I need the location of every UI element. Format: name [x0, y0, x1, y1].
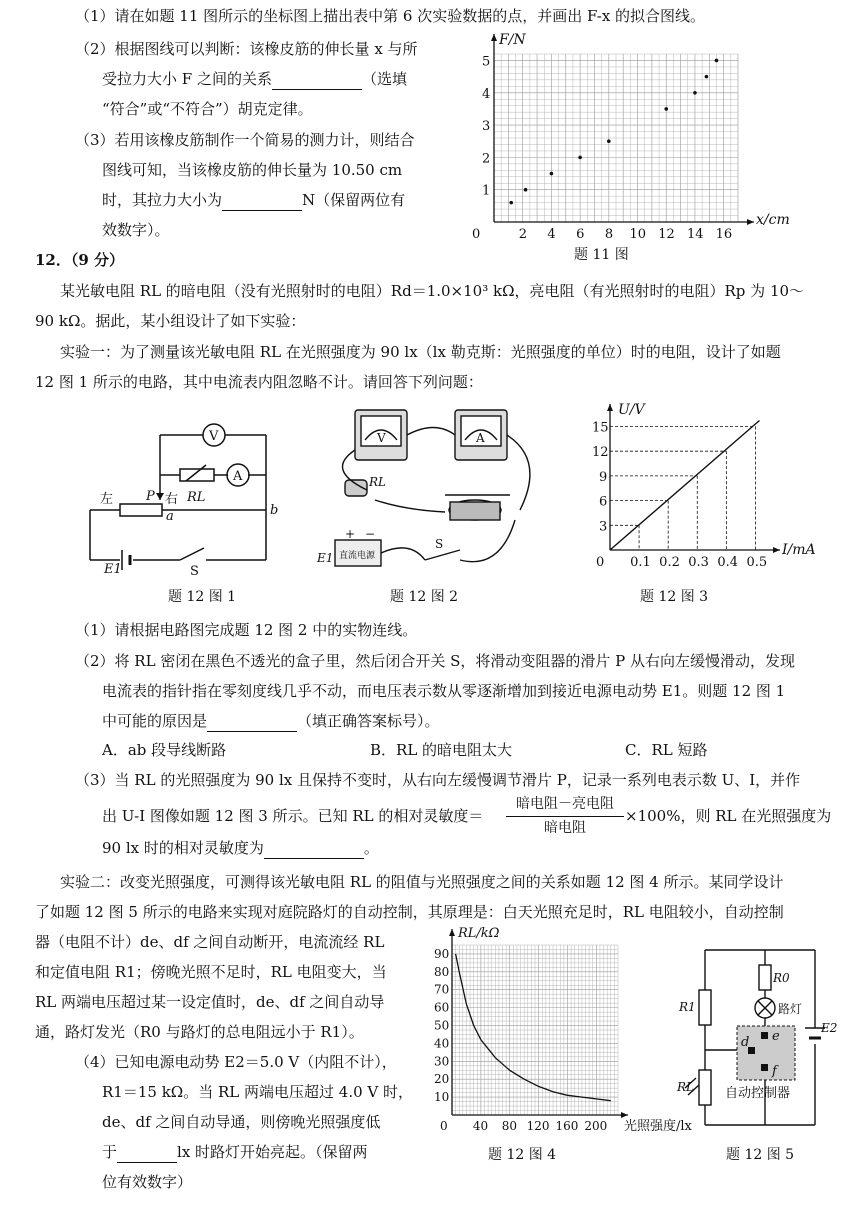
q12-exp2-line3: 器（电阻不计）de、df 之间自动断开，电流流经 RL — [35, 933, 385, 951]
x-tick-label: 80 — [501, 1119, 518, 1133]
y-tick-label: 5 — [482, 54, 491, 70]
data-point — [664, 107, 668, 111]
figure-11-chart — [472, 30, 790, 242]
y-tick-label: 12 — [592, 445, 609, 461]
figure-12-1-caption: 题 12 图 1 — [168, 589, 237, 605]
data-point — [578, 156, 582, 160]
q12-part4-line4: 于 lx 时路灯开始亮起。（保留两 — [102, 1143, 368, 1161]
option-b: B．RL 的暗电阻太大 — [370, 741, 513, 759]
q12-exp1-line2: 12 图 1 所示的电路，其中电流表内阻忽略不计。请回答下列问题： — [35, 373, 483, 391]
x-axis-arrow — [773, 547, 780, 553]
q12-part1: （1）请根据电路图完成题 12 图 2 中的实物连线。 — [75, 621, 418, 639]
q12-part3-line1: （3）当 RL 的光照强度为 90 lx 且保持不变时，从右向左缓慢调节滑片 P，记录一系列电表示数 U、I，并作 — [75, 771, 801, 789]
figure-12-3-chart — [590, 400, 816, 575]
q12-part4-line2: R1＝15 kΩ。当 RL 两端电压超过 4.0 V 时， — [102, 1083, 414, 1101]
y-tick-label: 70 — [434, 982, 450, 997]
x-tick-label: 40 — [472, 1119, 489, 1133]
fraction-numerator: 暗电阻－亮电阻 — [516, 796, 614, 812]
data-point — [524, 188, 528, 192]
ammeter-label: A — [233, 469, 243, 484]
q12-exp2-line5: RL 两端电压超过某一设定值时，de、df 之间自动导 — [35, 993, 385, 1011]
y-tick-label: 4 — [482, 86, 491, 102]
q12-exp2-line1: 实验二：改变光照强度，可测得该光敏电阻 RL 的阻值与光照强度之间的关系如题 12 图 4 所示。某同学设计 — [60, 873, 784, 891]
q11-part3-line4: 效数字）。 — [102, 221, 170, 239]
x-tick-label: 12 — [658, 227, 675, 242]
answer-blank[interactable] — [207, 711, 297, 732]
fraction-bar — [506, 816, 624, 817]
x-axis-label: 光照强度/lx — [624, 1119, 692, 1134]
voltmeter-label: V — [209, 429, 219, 444]
y-tick-label: 80 — [434, 964, 450, 979]
data-point — [715, 59, 719, 63]
figure-12-5-circuit — [675, 940, 845, 1140]
q12-part4-line1: （4）已知电源电动势 E2＝5.0 V（内阻不计）， — [75, 1053, 397, 1071]
controller-label: 自动控制器 — [725, 1086, 791, 1101]
q11-part1: （1）请在如题 11 图所示的坐标图上描出表中第 6 次实验数据的点，并画出 F-x 的拟合图线。 — [75, 7, 706, 25]
q12-part3-line2a: 出 U-I 图像如题 12 图 3 所示。已知 RL 的相对灵敏度＝ — [102, 807, 484, 825]
q11-part2-line3: “符合”或“不符合”）胡克定律。 — [102, 100, 313, 118]
figure-12-1-circuit — [80, 415, 290, 579]
u-i-line — [610, 420, 759, 550]
s-label: S — [435, 537, 444, 551]
x-tick-label: 8 — [604, 227, 614, 242]
lamp-label: 路灯 — [778, 1002, 803, 1016]
q12-part3-line2b: ×100%，则 RL 在光照强度为 — [625, 807, 832, 825]
y-axis-arrow — [449, 929, 455, 936]
y-tick-label: 10 — [434, 1090, 450, 1105]
right-label: 右 — [165, 492, 179, 507]
rl-label: RL — [187, 490, 206, 505]
y-tick-label: 50 — [434, 1018, 450, 1033]
q12-exp2-line6: 通，路灯发光（R0 与路灯的总电阻远小于 R1）。 — [35, 1023, 364, 1041]
q12-part3-line3: 90 lx 时的相对灵敏度为 。 — [102, 839, 379, 857]
d-label: d — [741, 1035, 750, 1050]
minus-label: − — [365, 527, 376, 541]
y-tick-label: 60 — [434, 1000, 450, 1015]
q12-exp2-line2: 了如题 12 图 5 所示的电路来实现对庭院路灯的自动控制，其原理是：白天光照充足时，RL 电阻较小，自动控制 — [35, 903, 784, 921]
q12-exp1-line1: 实验一：为了测量该光敏电阻 RL 在光照强度为 90 lx（lx 勒克斯：光照强度的单位）时的电阻，设计了如题 — [60, 343, 781, 361]
y-axis-label: RL/kΩ — [458, 926, 500, 941]
y-tick-label: 1 — [482, 183, 491, 199]
e2-label: E2 — [821, 1021, 838, 1035]
e-label: e — [772, 1029, 780, 1044]
y-axis-label: U/V — [618, 402, 645, 418]
q12-part4-line3: de、df 之间自动导通，则傍晚光照强度低 — [102, 1113, 381, 1131]
q12-part2-line3: 中可能的原因是 （填正确答案标号）。 — [102, 712, 440, 730]
option-a: A．ab 段导线断路 — [102, 741, 227, 759]
figure-12-3-caption: 题 12 图 3 — [640, 589, 709, 605]
q12-exp2-line4: 和定值电阻 R1；傍晚光照不足时，RL 电阻变大，当 — [35, 963, 387, 981]
q12-heading: 12．（9 分） — [35, 251, 125, 269]
y-tick-label: 20 — [434, 1072, 450, 1087]
s-label: S — [190, 564, 199, 579]
x-tick-label: 0.1 — [630, 555, 651, 570]
y-tick-label: 30 — [434, 1054, 450, 1069]
q11-part3-line1: （3）若用该橡皮筋制作一个简易的测力计，则结合 — [75, 131, 415, 149]
figure-11-caption: 题 11 图 — [574, 247, 629, 263]
b-label: b — [270, 503, 279, 518]
q11-part2-line2: 受拉力大小 F 之间的关系 （选填 — [102, 70, 407, 88]
supply-label: 直流电源 — [339, 551, 376, 561]
x-tick-label: 4 — [547, 227, 556, 242]
x-tick-label: 0.4 — [717, 555, 739, 570]
y-tick-label: 2 — [482, 151, 491, 167]
rl-label: RL — [369, 475, 387, 489]
x-tick-label: 2 — [518, 227, 527, 242]
left-label: 左 — [100, 492, 114, 507]
x-tick-label: 0.2 — [659, 555, 680, 570]
y-tick-label: 6 — [599, 494, 608, 510]
figure-12-4-caption: 题 12 图 4 — [488, 1147, 557, 1163]
x-tick-label: 6 — [576, 227, 585, 242]
x-tick-label: 0.5 — [746, 555, 768, 570]
plus-label: + — [345, 527, 356, 541]
figure-12-2-apparatus — [315, 400, 545, 580]
x-axis-arrow — [621, 1112, 628, 1118]
y-tick-label: 15 — [592, 420, 609, 436]
voltmeter-label: V — [377, 431, 386, 445]
y-axis-label: F/N — [499, 32, 526, 48]
y-axis-arrow — [607, 404, 613, 411]
q11-part2-line1: （2）根据图线可以判断：该橡皮筋的伸长量 x 与所 — [75, 40, 418, 58]
x-tick-label: 120 — [526, 1119, 550, 1133]
x-tick-label: 14 — [686, 227, 704, 242]
q11-part3-line3: 时，其拉力大小为 N（保留两位有 — [102, 191, 406, 209]
q12-part2-line2: 电流表的指针指在零刻度线几乎不动，而电压表示数从零逐渐增加到接近电源电动势 E1。则题 12 图 1 — [102, 682, 786, 700]
figure-12-2-caption: 题 12 图 2 — [390, 589, 459, 605]
r0-label: R0 — [773, 971, 790, 985]
data-point — [705, 75, 709, 79]
p-label: P — [146, 489, 155, 504]
data-point — [509, 201, 513, 205]
data-point — [607, 139, 611, 143]
q12-part4-line5: 位有效数字） — [102, 1173, 193, 1191]
r1-label: R1 — [679, 1000, 696, 1014]
x-axis-arrow — [747, 219, 754, 225]
origin-label: 0 — [440, 1119, 448, 1133]
y-tick-label: 3 — [482, 119, 491, 135]
q12-intro-line1: 某光敏电阻 RL 的暗电阻（没有光照射时的电阻）Rd＝1.0×10³ kΩ，亮电阻（有光照射时的电阻）Rp 为 10～ — [60, 282, 805, 300]
y-axis-arrow — [491, 34, 497, 41]
q11-part3-line2: 图线可知，当该橡皮筋的伸长量为 10.50 cm — [102, 161, 403, 179]
answer-blank[interactable] — [264, 838, 364, 859]
option-c: C．RL 短路 — [625, 741, 708, 759]
y-tick-label: 40 — [434, 1036, 450, 1051]
e1-label: E1 — [317, 551, 334, 565]
q12-part2-line1: （2）将 RL 密闭在黑色不透光的盒子里，然后闭合开关 S，将滑动变阻器的滑片 P 从右向左缓慢滑动，发现 — [75, 652, 796, 670]
answer-blank[interactable] — [117, 1142, 177, 1163]
x-axis-label: x/cm — [756, 212, 790, 228]
x-tick-label: 10 — [629, 227, 647, 242]
q12-intro-line2: 90 kΩ。据此，某小组设计了如下实验： — [35, 312, 306, 330]
answer-blank[interactable] — [272, 69, 362, 90]
ammeter-label: A — [476, 431, 485, 445]
origin-label: 0 — [596, 555, 605, 570]
origin-label: 0 — [472, 227, 481, 242]
f-label: f — [772, 1064, 777, 1079]
x-tick-label: 16 — [715, 227, 733, 242]
fraction-denominator: 暗电阻 — [544, 820, 586, 836]
x-tick-label: 0.3 — [688, 555, 709, 570]
rl-curve — [456, 954, 611, 1101]
rl-label: RL — [677, 1080, 695, 1094]
answer-blank[interactable] — [222, 190, 302, 211]
x-tick-label: 200 — [584, 1119, 608, 1133]
y-tick-label: 3 — [599, 519, 608, 535]
data-point — [693, 91, 697, 95]
e1-label: E1 — [104, 562, 122, 577]
y-tick-label: 9 — [599, 469, 608, 485]
y-tick-label: 90 — [434, 946, 450, 961]
data-point — [550, 172, 554, 176]
x-axis-label: I/mA — [782, 542, 816, 558]
figure-12-5-caption: 题 12 图 5 — [726, 1147, 795, 1163]
x-tick-label: 160 — [555, 1119, 579, 1133]
a-label: a — [166, 509, 174, 524]
